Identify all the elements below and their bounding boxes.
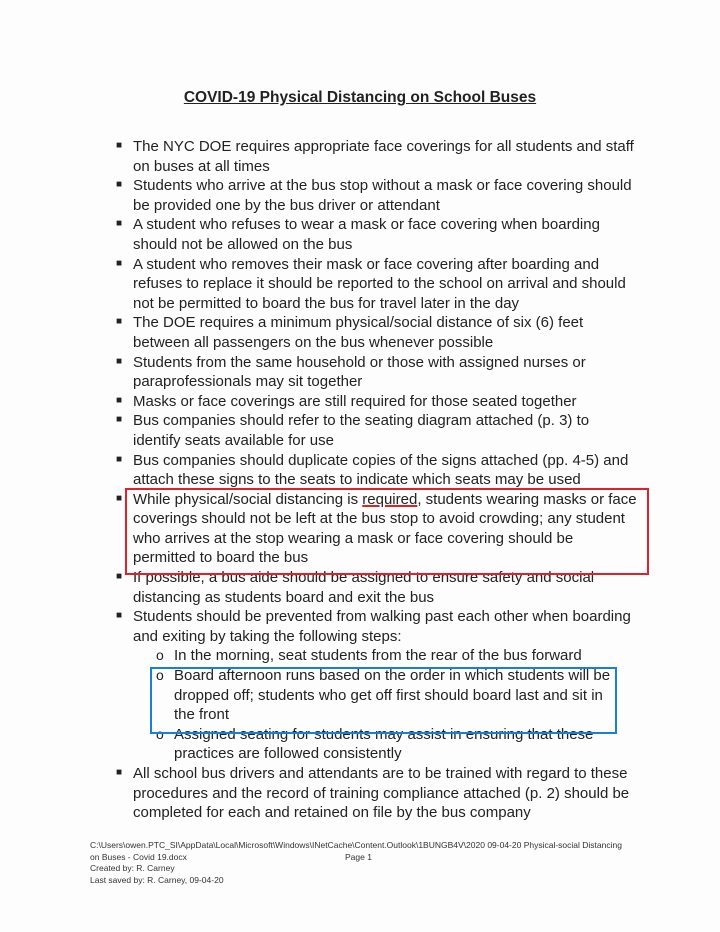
item-line: who arrives at the stop wearing a mask or face covering should be	[133, 529, 574, 547]
created-by: Created by: R. Carney	[90, 863, 175, 873]
item-line: The DOE requires a minimum physical/social distance of six (6) feet	[133, 314, 584, 332]
square-bullet-icon: ■	[116, 453, 123, 465]
item-line: In the morning, seat students from the rear of the bus forward	[174, 647, 582, 665]
square-bullet-icon: ■	[116, 610, 123, 622]
list-item	[0, 411, 720, 450]
list-item	[0, 392, 720, 412]
square-bullet-icon: ■	[116, 767, 123, 778]
item-line: Masks or face coverings are still required for those seated together	[133, 392, 577, 410]
text: , students wearing masks or face	[417, 490, 637, 508]
item-line: A student who removes their mask or face covering after boarding and	[133, 255, 600, 273]
text: While physical/social distancing is	[133, 490, 363, 508]
square-bullet-icon: ■	[116, 257, 123, 269]
square-bullet-icon: ■	[116, 218, 123, 230]
square-bullet-icon: ■	[116, 316, 123, 328]
item-line: practices are followed consistently	[174, 745, 402, 763]
file-name: on Buses - Covid 19.docx	[90, 851, 187, 862]
list-item	[0, 137, 720, 176]
file-path: C:\Users\owen.PTC_SI\AppData\Local\Microsoft\Windows\INetCache\Content.Outlook\1BUNGB4V\2020 09-04-20 Physical-social Distancing	[90, 840, 622, 850]
item-line: A student who refuses to wear a mask or face covering when boarding	[133, 216, 600, 234]
list-item	[0, 353, 720, 392]
item-line: coverings should not be left at the bus stop to avoid crowding; any student	[133, 510, 625, 528]
underlined-word: required	[362, 490, 418, 508]
item-line: Bus companies should duplicate copies of the signs attached (pp. 4-5) and	[133, 451, 629, 469]
square-bullet-icon: ■	[116, 179, 123, 191]
item-line: Assigned seating for students may assist in ensuring that these	[174, 725, 594, 743]
item-line: on buses at all times	[133, 157, 270, 175]
item-line: Students who arrive at the bus stop without a mask or face covering should	[133, 177, 632, 195]
item-line: Bus companies should refer to the seating diagram attached (p. 3) to	[133, 412, 590, 430]
item-line: Students should be prevented from walking past each other when boarding	[133, 608, 631, 626]
square-bullet-icon: ■	[116, 414, 123, 426]
last-saved: Last saved by: R. Carney, 09-04-20	[90, 874, 224, 885]
item-line: permitted to board the bus	[133, 549, 309, 567]
item-line: If possible, a bus aide should be assigned to ensure safety and social	[133, 569, 595, 587]
square-bullet-icon: ■	[116, 394, 123, 406]
circle-bullet-icon: o	[156, 725, 164, 742]
item-line: between all passengers on the bus whenever possible	[133, 333, 494, 351]
square-bullet-icon: ■	[116, 355, 123, 367]
item-line: identify seats available for use	[133, 431, 334, 449]
item-line: the front	[174, 706, 230, 724]
item-line: and exiting by taking the following steps:	[133, 627, 402, 645]
item-line: should not be allowed on the bus	[133, 235, 353, 253]
list-item	[0, 451, 720, 490]
list-item	[0, 313, 720, 352]
item-line: paraprofessionals may sit together	[133, 373, 363, 391]
item-line: not be permitted to board the bus for travel later in the day	[133, 294, 520, 312]
item-line: dropped off; students who get off first should board last and sit in	[174, 686, 603, 704]
list-item	[0, 607, 720, 646]
item-line: The NYC DOE requires appropriate face coverings for all students and staff	[133, 138, 634, 155]
item-line: refuses to replace it should be reported to the school on arrival and should	[133, 275, 626, 293]
item-line: distancing as students board and exit the bus	[133, 588, 435, 606]
item-line: attach these signs to the seats to indicate which seats may be used	[133, 471, 581, 489]
sub-list-item	[0, 646, 720, 666]
square-bullet-icon: ■	[116, 140, 123, 151]
item-line: Board afternoon runs based on the order in which students will be	[174, 667, 611, 685]
list-item	[0, 176, 720, 215]
item-line: procedures and the record of training compliance attached (p. 2) should be	[133, 784, 630, 802]
item-line: All school bus drivers and attendants are to be trained with regard to these	[133, 765, 628, 782]
list-item	[0, 215, 720, 254]
circle-bullet-icon: o	[156, 667, 164, 684]
square-bullet-icon: ■	[116, 571, 123, 583]
document-title: COVID-19 Physical Distancing on School Buses	[183, 89, 537, 106]
page-number: Page 1	[345, 852, 372, 862]
footer	[90, 840, 622, 886]
circle-bullet-icon: o	[156, 647, 164, 664]
item-line: completed for each and retained on file by the bus company	[133, 804, 531, 822]
list-item	[0, 255, 720, 314]
item-line: Students from the same household or those with assigned nurses or	[133, 353, 586, 371]
list-item	[0, 764, 720, 823]
red-highlight-box	[125, 488, 649, 575]
square-bullet-icon: ■	[116, 492, 123, 504]
item-line: be provided one by the bus driver or attendant	[133, 196, 440, 214]
blue-highlight-box	[150, 667, 617, 734]
